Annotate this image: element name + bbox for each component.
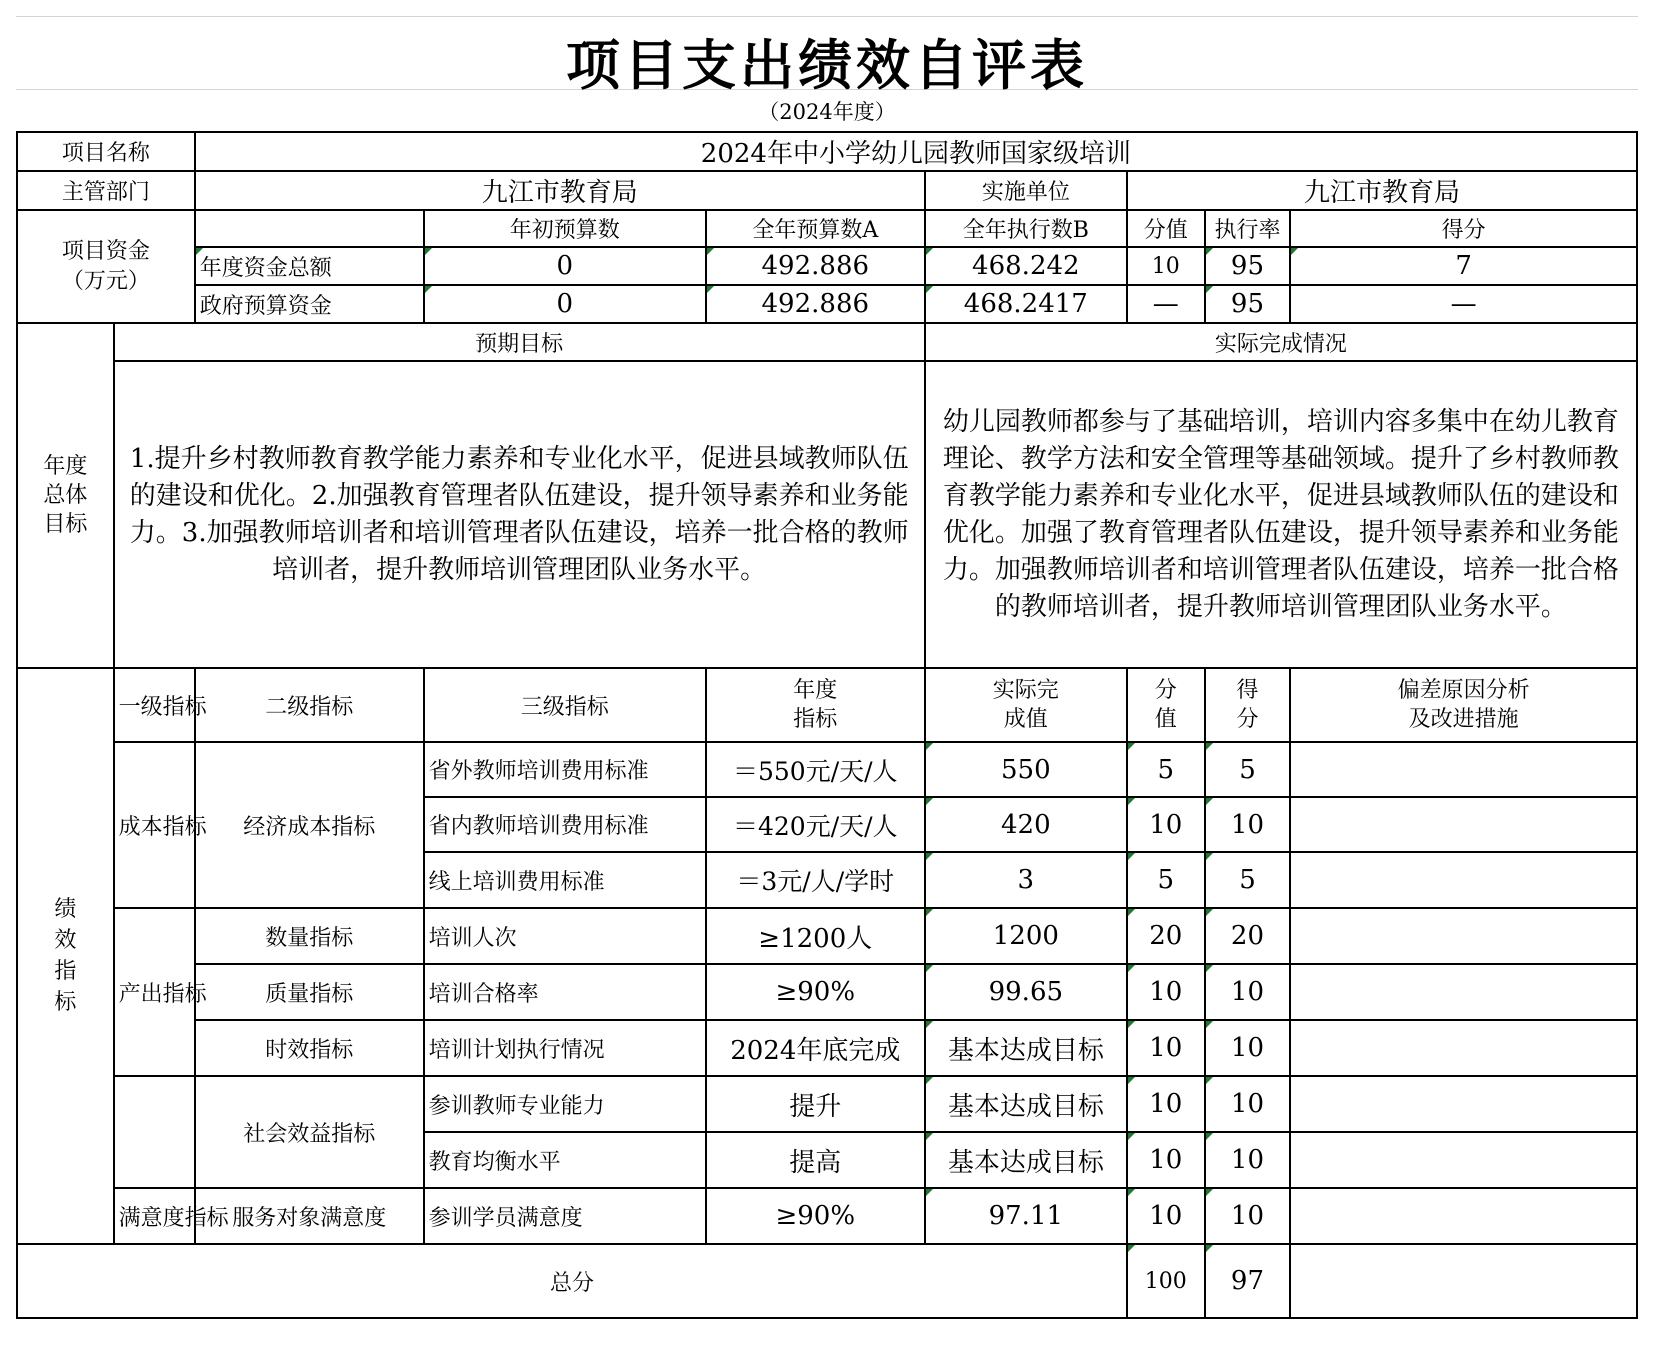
perf-header-score: 得分 bbox=[1205, 668, 1291, 742]
funds-cell: — bbox=[1127, 285, 1205, 323]
score-cell: 10 bbox=[1205, 1020, 1291, 1076]
goals-label: 年度总体目标 bbox=[17, 323, 114, 668]
indicator-cell: 培训计划执行情况 bbox=[424, 1020, 706, 1076]
group-output: 产出指标 bbox=[114, 908, 195, 1076]
funds-header-budget: 全年预算数A bbox=[706, 210, 925, 247]
funds-header-executed: 全年执行数B bbox=[925, 210, 1127, 247]
target-cell: ＝550元/天/人 bbox=[706, 742, 925, 797]
actual-cell: 3 bbox=[925, 852, 1127, 908]
actual-cell: 1200 bbox=[925, 908, 1127, 964]
project-name-value: 2024年中小学幼儿园教师国家级培训 bbox=[195, 132, 1637, 171]
perf-header-l3: 三级指标 bbox=[424, 668, 706, 742]
target-cell: ≥90% bbox=[706, 1188, 925, 1244]
analysis-cell bbox=[1290, 852, 1637, 908]
funds-cell: 468.2417 bbox=[925, 285, 1127, 323]
total-label: 总分 bbox=[17, 1244, 1127, 1318]
funds-cell: 95 bbox=[1205, 247, 1291, 285]
funds-header-weight: 分值 bbox=[1127, 210, 1205, 247]
actual-cell: 基本达成目标 bbox=[925, 1020, 1127, 1076]
group-effect-blank bbox=[114, 1076, 195, 1188]
indicator-cell: 参训学员满意度 bbox=[424, 1188, 706, 1244]
weight-cell: 10 bbox=[1127, 1188, 1205, 1244]
actual-cell: 420 bbox=[925, 797, 1127, 852]
weight-cell: 10 bbox=[1127, 1076, 1205, 1132]
indicator-cell: 培训人次 bbox=[424, 908, 706, 964]
project-name-label: 项目名称 bbox=[17, 132, 195, 171]
funds-cell: 492.886 bbox=[706, 285, 925, 323]
funds-cell: 0 bbox=[424, 247, 706, 285]
score-cell: 10 bbox=[1205, 1132, 1291, 1188]
analysis-cell bbox=[1290, 742, 1637, 797]
weight-cell: 5 bbox=[1127, 852, 1205, 908]
target-cell: 提升 bbox=[706, 1076, 925, 1132]
goals-expected-header: 预期目标 bbox=[114, 323, 925, 361]
funds-header-rate: 执行率 bbox=[1205, 210, 1291, 247]
indicator-cell: 教育均衡水平 bbox=[424, 1132, 706, 1188]
funds-row-label: 年度资金总额 bbox=[195, 247, 424, 285]
group-satisfaction: 满意度指标 bbox=[114, 1188, 195, 1244]
analysis-cell bbox=[1290, 908, 1637, 964]
funds-cell: 10 bbox=[1127, 247, 1205, 285]
indicator-cell: 培训合格率 bbox=[424, 964, 706, 1020]
funds-cell: 7 bbox=[1290, 247, 1637, 285]
funds-cell: 468.242 bbox=[925, 247, 1127, 285]
score-cell: 20 bbox=[1205, 908, 1291, 964]
perf-header-analysis: 偏差原因分析及改进措施 bbox=[1290, 668, 1637, 742]
actual-cell: 97.11 bbox=[925, 1188, 1127, 1244]
weight-cell: 10 bbox=[1127, 1132, 1205, 1188]
weight-cell: 10 bbox=[1127, 797, 1205, 852]
actual-cell: 550 bbox=[925, 742, 1127, 797]
subgroup-economic: 经济成本指标 bbox=[195, 742, 424, 908]
analysis-cell bbox=[1290, 1188, 1637, 1244]
dept-value: 九江市教育局 bbox=[195, 171, 925, 210]
page-title: 项目支出绩效自评表 bbox=[566, 34, 1088, 97]
weight-cell: 10 bbox=[1127, 1020, 1205, 1076]
dept-label: 主管部门 bbox=[17, 171, 195, 210]
indicator-cell: 省内教师培训费用标准 bbox=[424, 797, 706, 852]
funds-header-score: 得分 bbox=[1290, 210, 1637, 247]
funds-header-blank bbox=[195, 210, 424, 247]
score-cell: 10 bbox=[1205, 1188, 1291, 1244]
subgroup-quality: 质量指标 bbox=[195, 964, 424, 1020]
total-score: 97 bbox=[1205, 1244, 1291, 1318]
weight-cell: 5 bbox=[1127, 742, 1205, 797]
perf-label: 绩效指标 bbox=[17, 668, 114, 1244]
total-weight: 100 bbox=[1127, 1244, 1205, 1318]
goals-expected-text: 1.提升乡村教师教育教学能力素养和专业化水平，促进县域教师队伍的建设和优化。2.加强教育管理者队伍建设，提升领导素养和业务能力。3.加强教师培训者和培训管理者队伍建设，培养一批合格的教师培训者，提升教师培训管理团队业务水平。 bbox=[114, 361, 925, 668]
target-cell: ≥1200人 bbox=[706, 908, 925, 964]
score-cell: 10 bbox=[1205, 1076, 1291, 1132]
subgroup-quantity: 数量指标 bbox=[195, 908, 424, 964]
analysis-cell bbox=[1290, 797, 1637, 852]
total-analysis bbox=[1290, 1244, 1637, 1318]
unit-label: 实施单位 bbox=[925, 171, 1127, 210]
goals-actual-text: 幼儿园教师都参与了基础培训，培训内容多集中在幼儿教育理论、教学方法和安全管理等基础领域。提升了乡村教师教育教学能力素养和专业化水平，促进县域教师队伍的建设和优化。加强了教育管理者队伍建设，提升领导素养和业务能力。加强教师培训者和培训管理者队伍建设，培养一批合格的教师培训者，提升教师培训管理团队业务水平。 bbox=[925, 361, 1637, 668]
perf-header-weight: 分值 bbox=[1127, 668, 1205, 742]
goals-actual-header: 实际完成情况 bbox=[925, 323, 1637, 361]
indicator-cell: 参训教师专业能力 bbox=[424, 1076, 706, 1132]
perf-header-l2: 二级指标 bbox=[195, 668, 424, 742]
weight-cell: 20 bbox=[1127, 908, 1205, 964]
score-cell: 10 bbox=[1205, 797, 1291, 852]
title-band bbox=[16, 16, 1638, 97]
subgroup-social: 社会效益指标 bbox=[195, 1076, 424, 1188]
funds-label: 项目资金（万元） bbox=[17, 210, 195, 323]
funds-cell: 492.886 bbox=[706, 247, 925, 285]
target-cell: 提高 bbox=[706, 1132, 925, 1188]
evaluation-table bbox=[16, 131, 1638, 1319]
year-label: （2024年度） bbox=[758, 100, 896, 124]
subgroup-service: 服务对象满意度 bbox=[195, 1188, 424, 1244]
analysis-cell bbox=[1290, 1076, 1637, 1132]
analysis-cell bbox=[1290, 1020, 1637, 1076]
actual-cell: 基本达成目标 bbox=[925, 1132, 1127, 1188]
target-cell: 2024年底完成 bbox=[706, 1020, 925, 1076]
score-cell: 5 bbox=[1205, 852, 1291, 908]
indicator-cell: 线上培训费用标准 bbox=[424, 852, 706, 908]
funds-cell: — bbox=[1290, 285, 1637, 323]
funds-cell: 95 bbox=[1205, 285, 1291, 323]
perf-header-l1: 一级指标 bbox=[114, 668, 195, 742]
funds-cell: 0 bbox=[424, 285, 706, 323]
target-cell: ＝3元/人/学时 bbox=[706, 852, 925, 908]
indicator-cell: 省外教师培训费用标准 bbox=[424, 742, 706, 797]
analysis-cell bbox=[1290, 1132, 1637, 1188]
score-cell: 10 bbox=[1205, 964, 1291, 1020]
group-cost: 成本指标 bbox=[114, 742, 195, 908]
score-cell: 5 bbox=[1205, 742, 1291, 797]
target-cell: ＝420元/天/人 bbox=[706, 797, 925, 852]
subgroup-timeliness: 时效指标 bbox=[195, 1020, 424, 1076]
unit-value: 九江市教育局 bbox=[1127, 171, 1637, 210]
analysis-cell bbox=[1290, 964, 1637, 1020]
funds-row-label: 政府预算资金 bbox=[195, 285, 424, 323]
perf-header-actual: 实际完成值 bbox=[925, 668, 1127, 742]
weight-cell: 10 bbox=[1127, 964, 1205, 1020]
funds-header-initial: 年初预算数 bbox=[424, 210, 706, 247]
actual-cell: 99.65 bbox=[925, 964, 1127, 1020]
perf-header-target: 年度指标 bbox=[706, 668, 925, 742]
actual-cell: 基本达成目标 bbox=[925, 1076, 1127, 1132]
target-cell: ≥90% bbox=[706, 964, 925, 1020]
